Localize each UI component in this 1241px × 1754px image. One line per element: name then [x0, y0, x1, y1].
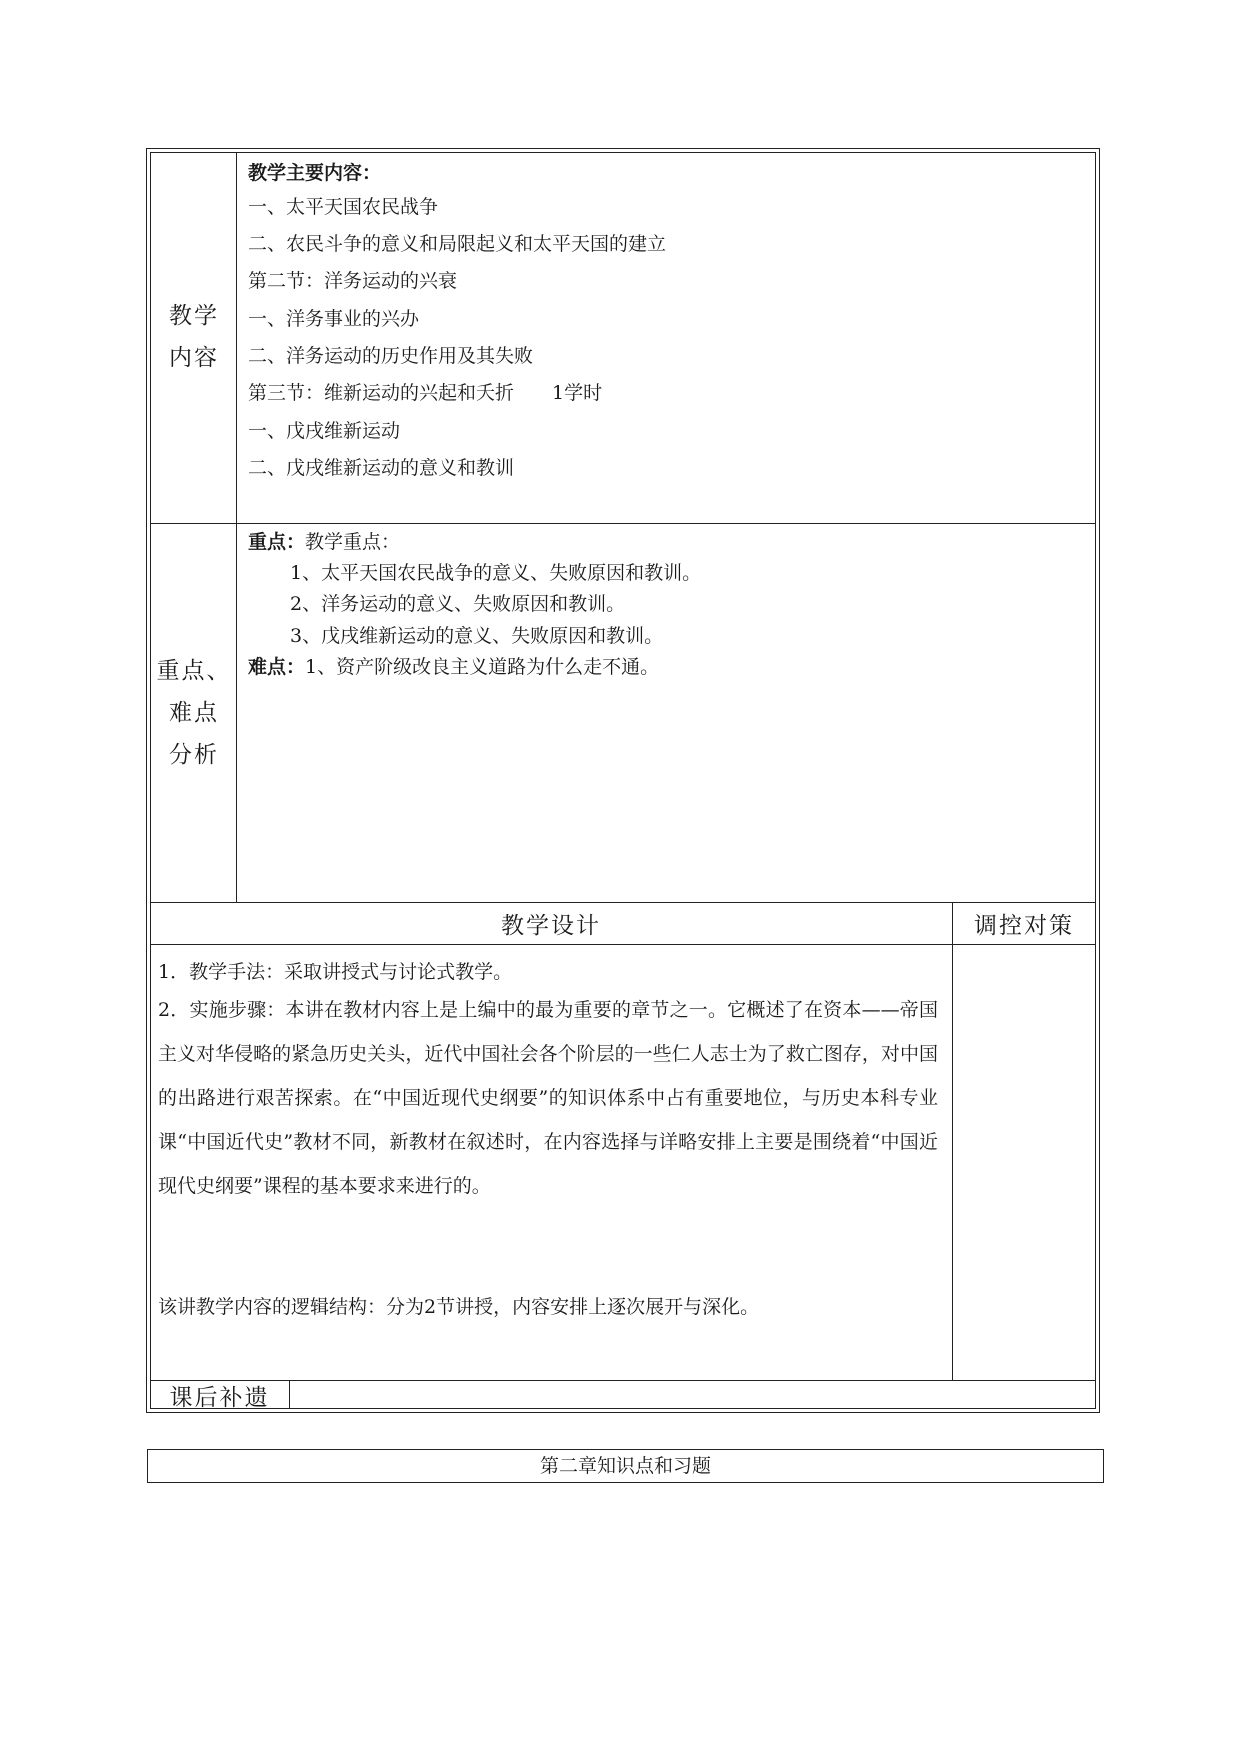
design-header: 教学设计 [501, 913, 601, 939]
key-item: 1、太平天国农民战争的意义、失败原因和教训。 [290, 562, 702, 584]
supplement-label: 课后补遗 [169, 1385, 270, 1411]
row-divider [150, 523, 1096, 524]
difficult-points-bold: 难点： [248, 656, 306, 678]
content-heading: 教学主要内容： [248, 162, 382, 184]
design-paragraph: 2．实施步骤：本讲在教材内容上是上编中的最为重要的章节之一。它概述了在资本——帝国主义对华侵略的紧急历史关头，近代中国社会各个阶层的一些仁人志士为了救亡图存，对中国的出路进行艰苦探索。在“中国近现代史纲要”的知识体系中占有重要地位，与历史本科专业课“中国近代史”教材不同，新教材在叙述时，在内容选择与详略安排上主要是围绕着“中国近现代史纲要”课程的基本要求来进行的。 [158, 999, 938, 1197]
content-label: 教学 内容 [169, 303, 219, 371]
key-item: 3、戊戌维新运动的意义、失败原因和教训。 [290, 625, 664, 647]
row-divider [150, 902, 1096, 903]
content-line: 一、洋务事业的兴办 [248, 308, 420, 330]
content-line: 二、戊戌维新运动的意义和教训 [248, 457, 515, 479]
col-divider [236, 152, 237, 902]
key-points-line [248, 527, 400, 554]
key-difficult-label: 重点、 难点 分析 [156, 658, 232, 768]
content-line: 一、太平天国农民战争 [248, 196, 439, 218]
key-item: 2、洋务运动的意义、失败原因和教训。 [290, 593, 626, 615]
difficult-points-text: 1、资产阶级改良主义道路为什么走不通。 [305, 656, 660, 678]
col-divider [289, 1380, 290, 1409]
col-divider [952, 902, 953, 1380]
row-divider [150, 1380, 1096, 1381]
chapter-title-box: 第二章知识点和习题 [147, 1449, 1104, 1483]
difficult-points-line [248, 652, 659, 679]
content-line: 二、农民斗争的意义和局限起义和太平天国的建立 [248, 233, 667, 255]
content-line: 第二节：洋务运动的兴衰 [248, 270, 458, 292]
key-points-text: 教学重点： [305, 531, 401, 553]
content-line: 一、戊戌维新运动 [248, 420, 401, 442]
key-points-bold: 重点： [248, 531, 306, 553]
row-divider [150, 944, 1096, 945]
content-line: 第三节：维新运动的兴起和夭折 1学时 [248, 382, 603, 404]
design-paragraph: 1．教学手法：采取讲授式与讨论式教学。 [158, 961, 513, 983]
content-line: 二、洋务运动的历史作用及其失败 [248, 345, 534, 367]
design-paragraph: 该讲教学内容的逻辑结构：分为2节讲授，内容安排上逐次展开与深化。 [158, 1296, 760, 1318]
strategy-header: 调控对策 [974, 913, 1074, 939]
